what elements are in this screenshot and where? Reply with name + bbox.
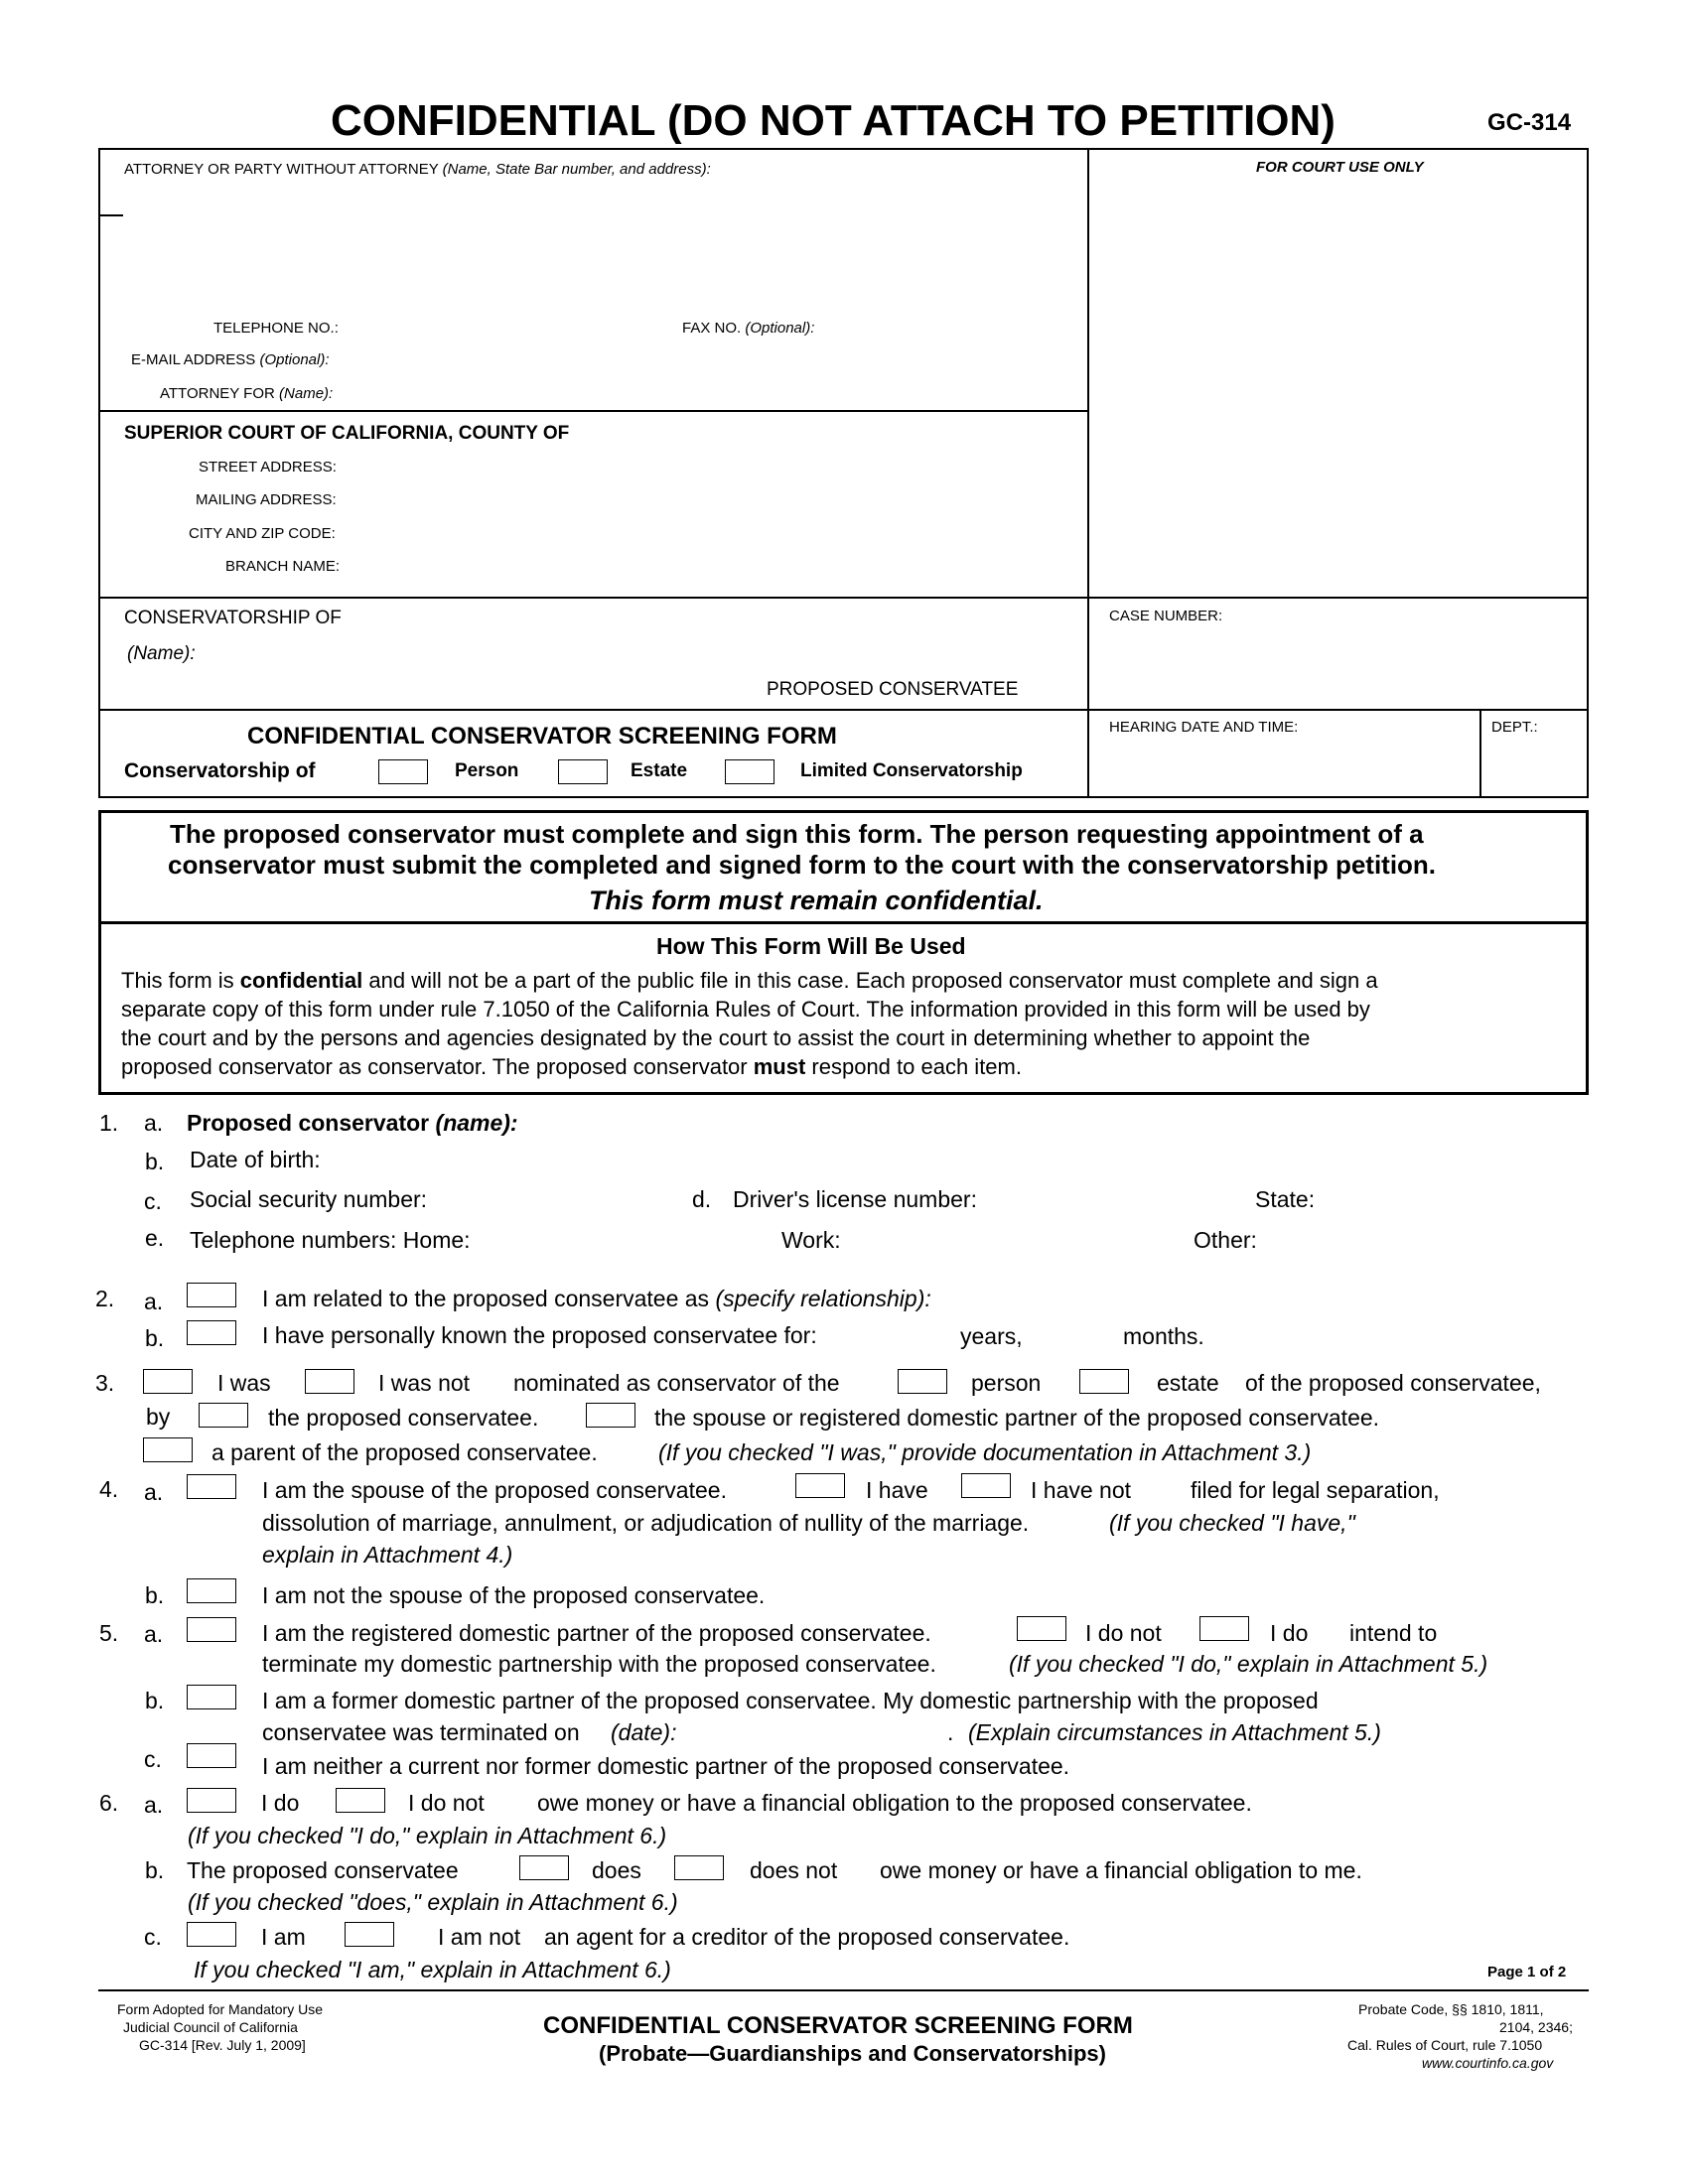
item-1b-letter: b. xyxy=(145,1149,165,1174)
item-2b-letter: b. xyxy=(145,1325,165,1351)
divider xyxy=(98,597,1589,599)
item-6-number: 6. xyxy=(99,1790,119,1816)
by-parent-label: a parent of the proposed conservatee. xyxy=(211,1439,598,1465)
item-4-number: 4. xyxy=(99,1476,119,1502)
item-5a-checkbox[interactable] xyxy=(187,1617,236,1642)
i-was-not-checkbox[interactable] xyxy=(305,1369,354,1394)
notice-divider xyxy=(98,921,1589,924)
notice-line-2: conservator must submit the completed and signed form to the court with the conservatorship petition. xyxy=(168,850,1437,880)
does-not-label: does not xyxy=(750,1857,838,1883)
court-label: SUPERIOR COURT OF CALIFORNIA, COUNTY OF xyxy=(124,423,570,444)
item-5-number: 5. xyxy=(99,1620,119,1646)
form-title: CONFIDENTIAL CONSERVATOR SCREENING FORM xyxy=(247,723,837,750)
item-6b-text: owe money or have a financial obligation to me. xyxy=(880,1857,1362,1883)
item-2a-letter: a. xyxy=(144,1289,164,1314)
item-1-state-label: State: xyxy=(1255,1186,1316,1212)
i-have-label: I have xyxy=(866,1477,928,1503)
by-conservatee-checkbox[interactable] xyxy=(199,1403,248,1428)
attorney-label xyxy=(124,161,711,178)
item-5a-note: (If you checked "I do," explain in Attachment 5.) xyxy=(1009,1651,1488,1677)
item-1c-letter: c. xyxy=(144,1188,162,1214)
owe-i-do-not-label: I do not xyxy=(408,1790,485,1816)
how-p1b: confidential xyxy=(239,968,363,993)
conservatorship-of-label: CONSERVATORSHIP OF xyxy=(124,608,342,628)
item-6b-note: (If you checked "does," explain in Attachment 6.) xyxy=(188,1889,678,1915)
email-label xyxy=(131,351,330,368)
item-4b-letter: b. xyxy=(145,1582,165,1608)
item-2a-text: I am related to the proposed conservatee as xyxy=(262,1286,710,1311)
fax-text: FAX NO. xyxy=(682,320,742,337)
attorney-label-text: ATTORNEY OR PARTY WITHOUT ATTORNEY xyxy=(124,161,439,178)
item-4a-label: I am the spouse of the proposed conservatee. xyxy=(262,1477,727,1503)
item-2a-hint: (specify relationship): xyxy=(715,1286,931,1311)
footer-subtitle: (Probate—Guardianships and Conservatorships) xyxy=(599,2041,1106,2066)
item-2b-label: I have personally known the proposed conservatee for: xyxy=(262,1322,817,1348)
item-3-number: 3. xyxy=(95,1370,115,1396)
page-number: Page 1 of 2 xyxy=(1487,1964,1567,1980)
attorney-for-label xyxy=(160,385,333,402)
item-1c-label: Social security number: xyxy=(190,1186,428,1212)
street-label: STREET ADDRESS: xyxy=(199,459,337,476)
footer-right-1: Probate Code, §§ 1810, 1811, xyxy=(1358,2001,1544,2017)
item-6c-text: an agent for a creditor of the proposed conservatee. xyxy=(544,1924,1070,1950)
fax-hint: (Optional): xyxy=(745,320,815,337)
by-label: by xyxy=(146,1404,171,1430)
nominated-estate-label: estate xyxy=(1157,1370,1219,1396)
how-para-3: the court and by the persons and agencies designated by the court to assist the court in determining whether to appoint the xyxy=(121,1025,1311,1050)
footer-rule xyxy=(98,1989,1589,1991)
item-1e-letter: e. xyxy=(145,1225,165,1251)
item-1d-letter: d. xyxy=(692,1186,712,1212)
nominated-estate-checkbox[interactable] xyxy=(1079,1369,1129,1394)
by-parent-checkbox[interactable] xyxy=(143,1437,193,1462)
person-label: Person xyxy=(455,760,519,781)
i-was-checkbox[interactable] xyxy=(143,1369,193,1394)
item-4a-checkbox[interactable] xyxy=(187,1474,236,1499)
divider xyxy=(98,410,1089,412)
item-1-number: 1. xyxy=(99,1110,119,1136)
attorney-for-hint: (Name): xyxy=(279,385,334,402)
by-spouse-checkbox[interactable] xyxy=(586,1403,635,1428)
item-2-years: years, xyxy=(960,1323,1023,1349)
court-use-label: FOR COURT USE ONLY xyxy=(1256,159,1424,176)
item-6b-letter: b. xyxy=(145,1857,165,1883)
item-4-line-2: dissolution of marriage, annulment, or adjudication of nullity of the marriage. xyxy=(262,1510,1030,1536)
item-5b-line-2: conservatee was terminated on xyxy=(262,1719,580,1745)
i-do-intend-checkbox[interactable] xyxy=(1199,1616,1249,1641)
by-conservatee-label: the proposed conservatee. xyxy=(268,1405,539,1431)
footer-left-1: Form Adopted for Mandatory Use xyxy=(117,2001,323,2017)
i-am-label: I am xyxy=(261,1924,306,1950)
notice-line-3: This form must remain confidential. xyxy=(589,886,1044,915)
case-number-label: CASE NUMBER: xyxy=(1109,608,1223,624)
item-1d-label: Driver's license number: xyxy=(733,1186,977,1212)
owe-i-do-label: I do xyxy=(261,1790,300,1816)
does-not-checkbox[interactable] xyxy=(674,1855,724,1880)
i-am-not-checkbox[interactable] xyxy=(345,1922,394,1947)
item-5b-checkbox[interactable] xyxy=(187,1685,236,1709)
name-hint: (Name): xyxy=(127,643,196,664)
how-para-4 xyxy=(121,1054,1022,1080)
item-2-number: 2. xyxy=(95,1286,115,1311)
item-4-note-2: explain in Attachment 4.) xyxy=(262,1542,513,1568)
i-was-not-label: I was not xyxy=(378,1370,471,1396)
item-5c-letter: c. xyxy=(144,1746,162,1772)
how-p1a: This form is xyxy=(121,968,240,993)
item-1a-text: Proposed conservator xyxy=(187,1110,430,1136)
does-checkbox[interactable] xyxy=(519,1855,569,1880)
i-am-not-label: I am not xyxy=(438,1924,521,1950)
how-title: How This Form Will Be Used xyxy=(656,933,966,959)
attorney-label-hint: (Name, State Bar number, and address): xyxy=(442,161,711,178)
item-1a-label xyxy=(187,1110,518,1137)
item-1-other-label: Other: xyxy=(1194,1227,1257,1253)
hearing-label: HEARING DATE AND TIME: xyxy=(1109,719,1299,736)
person-checkbox[interactable] xyxy=(378,759,428,784)
item-4-filed: filed for legal separation, xyxy=(1191,1477,1440,1503)
mailing-label: MAILING ADDRESS: xyxy=(196,491,337,508)
branch-label: BRANCH NAME: xyxy=(225,558,341,575)
notice-line-1: The proposed conservator must complete and sign this form. The person requesting appointment of a xyxy=(170,819,1424,849)
item-5a-letter: a. xyxy=(144,1621,164,1647)
estate-label: Estate xyxy=(631,760,688,781)
item-6a-letter: a. xyxy=(144,1792,164,1818)
page-title: CONFIDENTIAL (DO NOT ATTACH TO PETITION) xyxy=(331,96,1336,145)
fax-label xyxy=(682,320,814,337)
email-text: E-MAIL ADDRESS xyxy=(131,351,256,368)
footer-left-3: GC-314 [Rev. July 1, 2009] xyxy=(139,2037,306,2053)
footer-url: www.courtinfo.ca.gov xyxy=(1422,2055,1554,2071)
proposed-conservatee-label: PROPOSED CONSERVATEE xyxy=(767,679,1019,700)
limited-checkbox[interactable] xyxy=(725,759,774,784)
telephone-label: TELEPHONE NO.: xyxy=(213,320,339,337)
item-1a-hint: (name): xyxy=(435,1110,518,1136)
caption-vertical-divider xyxy=(1087,148,1089,798)
item-4a-letter: a. xyxy=(144,1479,164,1505)
item-6b-label: The proposed conservatee xyxy=(187,1857,459,1883)
by-spouse-label: the spouse or registered domestic partner of the proposed conservatee. xyxy=(654,1405,1380,1431)
limited-label: Limited Conservatorship xyxy=(800,760,1023,781)
item-1a-letter: a. xyxy=(144,1110,164,1136)
item-5b-date-hint: (date): xyxy=(611,1719,677,1745)
item-1-work-label: Work: xyxy=(781,1227,841,1253)
divider xyxy=(98,709,1589,711)
item-4b-checkbox[interactable] xyxy=(187,1578,236,1603)
item-1e-label: Telephone numbers: Home: xyxy=(190,1227,471,1253)
city-label: CITY AND ZIP CODE: xyxy=(189,525,336,542)
item-5a-label: I am the registered domestic partner of the proposed conservatee. xyxy=(262,1620,931,1646)
of-proposed-conservatee: of the proposed conservatee, xyxy=(1245,1370,1541,1396)
item-5b-letter: b. xyxy=(145,1688,165,1713)
item-2a-checkbox[interactable] xyxy=(187,1283,236,1307)
item-2-months: months. xyxy=(1123,1323,1204,1349)
footer-title: CONFIDENTIAL CONSERVATOR SCREENING FORM xyxy=(543,2012,1133,2039)
dept-label: DEPT.: xyxy=(1491,719,1538,736)
how-p4a: proposed conservator as conservator. The proposed conservator xyxy=(121,1054,754,1079)
item-6c-letter: c. xyxy=(144,1924,162,1950)
nominated-text: nominated as conservator of the xyxy=(513,1370,840,1396)
nominated-person-checkbox[interactable] xyxy=(898,1369,947,1394)
item-4-note-1: (If you checked "I have," xyxy=(1109,1510,1355,1536)
item-5b-label: I am a former domestic partner of the proposed conservatee. My domestic partnership with the proposed xyxy=(262,1688,1319,1713)
tick-mark xyxy=(98,214,123,216)
i-do-not-intend-label: I do not xyxy=(1085,1620,1162,1646)
item-1b-label: Date of birth: xyxy=(190,1147,321,1172)
item-5b-period: . xyxy=(947,1719,954,1745)
item-6c-note: If you checked "I am," explain in Attachment 6.) xyxy=(194,1957,671,1982)
how-p4b: must xyxy=(753,1054,806,1079)
intend-to-text: intend to xyxy=(1349,1620,1438,1646)
how-para-2: separate copy of this form under rule 7.1050 of the California Rules of Court. The information provided in this form will be used by xyxy=(121,997,1370,1022)
i-have-not-checkbox[interactable] xyxy=(961,1473,1011,1498)
conservatorship-of-type: Conservatorship of xyxy=(124,759,316,782)
footer-right-2: 2104, 2346; xyxy=(1499,2019,1573,2035)
form-id: GC-314 xyxy=(1487,109,1572,136)
item-5c-label: I am neither a current nor former domestic partner of the proposed conservatee. xyxy=(262,1753,1070,1779)
owe-i-do-not-checkbox[interactable] xyxy=(336,1788,385,1813)
item-2b-checkbox[interactable] xyxy=(187,1320,236,1345)
item-6a-text: owe money or have a financial obligation to the proposed conservatee. xyxy=(537,1790,1252,1816)
owe-i-do-checkbox[interactable] xyxy=(187,1788,236,1813)
how-para-1 xyxy=(121,968,1378,994)
i-am-checkbox[interactable] xyxy=(187,1922,236,1947)
item-6a-note: (If you checked "I do," explain in Attachment 6.) xyxy=(188,1823,667,1848)
attorney-for-text: ATTORNEY FOR xyxy=(160,385,275,402)
does-label: does xyxy=(592,1857,641,1883)
nominated-person-label: person xyxy=(971,1370,1042,1396)
item-5c-checkbox[interactable] xyxy=(187,1743,236,1768)
estate-checkbox[interactable] xyxy=(558,759,608,784)
i-was-label: I was xyxy=(217,1370,271,1396)
item-5a-line-2: terminate my domestic partnership with the proposed conservatee. xyxy=(262,1651,936,1677)
footer-right-3: Cal. Rules of Court, rule 7.1050 xyxy=(1347,2037,1543,2053)
i-do-not-intend-checkbox[interactable] xyxy=(1017,1616,1066,1641)
item-4b-label: I am not the spouse of the proposed conservatee. xyxy=(262,1582,766,1608)
divider xyxy=(1479,709,1481,798)
item-5b-note: (Explain circumstances in Attachment 5.) xyxy=(968,1719,1381,1745)
i-have-not-label: I have not xyxy=(1031,1477,1132,1503)
email-hint: (Optional): xyxy=(259,351,330,368)
item-2a-label xyxy=(262,1286,931,1312)
how-p4c: respond to each item. xyxy=(805,1054,1022,1079)
item-3-note: (If you checked "I was," provide documentation in Attachment 3.) xyxy=(658,1439,1312,1465)
footer-left-2: Judicial Council of California xyxy=(123,2019,298,2035)
i-have-checkbox[interactable] xyxy=(795,1473,845,1498)
how-p1c: and will not be a part of the public file in this case. Each proposed conservator must complete and sign a xyxy=(362,968,1378,993)
i-do-intend-label: I do xyxy=(1270,1620,1309,1646)
